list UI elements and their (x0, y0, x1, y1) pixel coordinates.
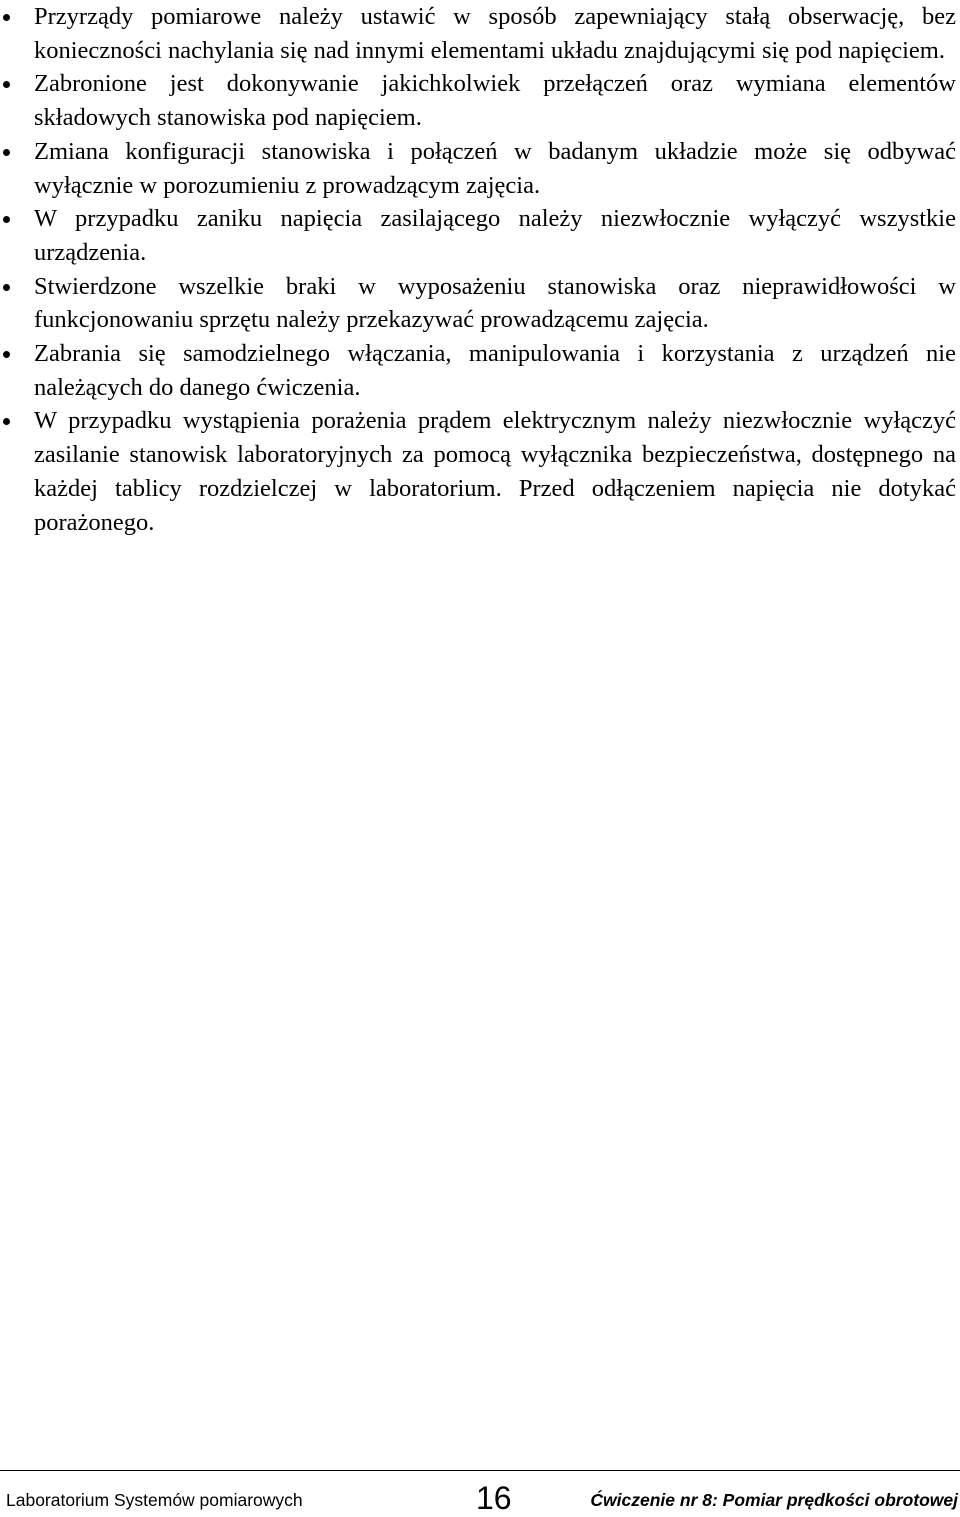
rule-text: Stwierdzone wszelkie braki w wyposażeniu stanowiska oraz nieprawidłowości w funkcjonowaniu sprzętu należy przekazywać prowadzącemu zajęcia. (34, 272, 956, 334)
bullet-icon (3, 351, 10, 358)
rule-text: Przyrządy pomiarowe należy ustawić w sposób zapewniający stałą obserwację, bez konieczności nachylania się nad innymi elementami układu znajdującymi się pod napięciem. (34, 3, 956, 64)
document-body (0, 0, 960, 539)
list-item (0, 0, 960, 67)
footer-exercise-title: Ćwiczenie nr 8: Pomiar prędkości obrotowej (590, 1490, 958, 1510)
list-item (0, 404, 960, 539)
list-item (0, 337, 960, 404)
rule-text: W przypadku wystąpienia porażenia prądem elektrycznym należy niezwłocznie wyłączyć zasilanie stanowisk laboratoryjnych za pomocą wyłącznika bezpieczeństwa, dostępnego na każdej tablicy rozdzielczej w laboratorium. Przed odłączeniem napięcia nie dotykać porażonego. (34, 407, 956, 536)
bullet-icon (3, 418, 10, 425)
page-number: 16 (476, 1480, 512, 1516)
bullet-icon (3, 149, 10, 156)
list-item (0, 135, 960, 202)
rule-text: Zabronione jest dokonywanie jakichkolwiek przełączeń oraz wymiana elementów składowych stanowiska pod napięciem. (34, 70, 956, 132)
list-item (0, 202, 960, 269)
safety-rules-list (0, 0, 960, 539)
rule-text: W przypadku zaniku napięcia zasilającego należy niezwłocznie wyłączyć wszystkie urządzenia. (34, 205, 956, 266)
bullet-icon (3, 216, 10, 223)
bullet-icon (3, 284, 10, 291)
rule-text: Zmiana konfiguracji stanowiska i połączeń w badanym układzie może się odbywać wyłącznie w porozumieniu z prowadzącym zajęcia. (34, 137, 956, 199)
footer-divider (0, 1470, 960, 1471)
bullet-icon (3, 14, 10, 21)
footer-lab-name: Laboratorium Systemów pomiarowych (6, 1490, 303, 1510)
page-footer (0, 1470, 960, 1516)
list-item (0, 67, 960, 134)
list-item (0, 270, 960, 337)
rule-text: Zabrania się samodzielnego włączania, manipulowania i korzystania z urządzeń nie należących do danego ćwiczenia. (34, 340, 956, 401)
bullet-icon (3, 81, 10, 88)
